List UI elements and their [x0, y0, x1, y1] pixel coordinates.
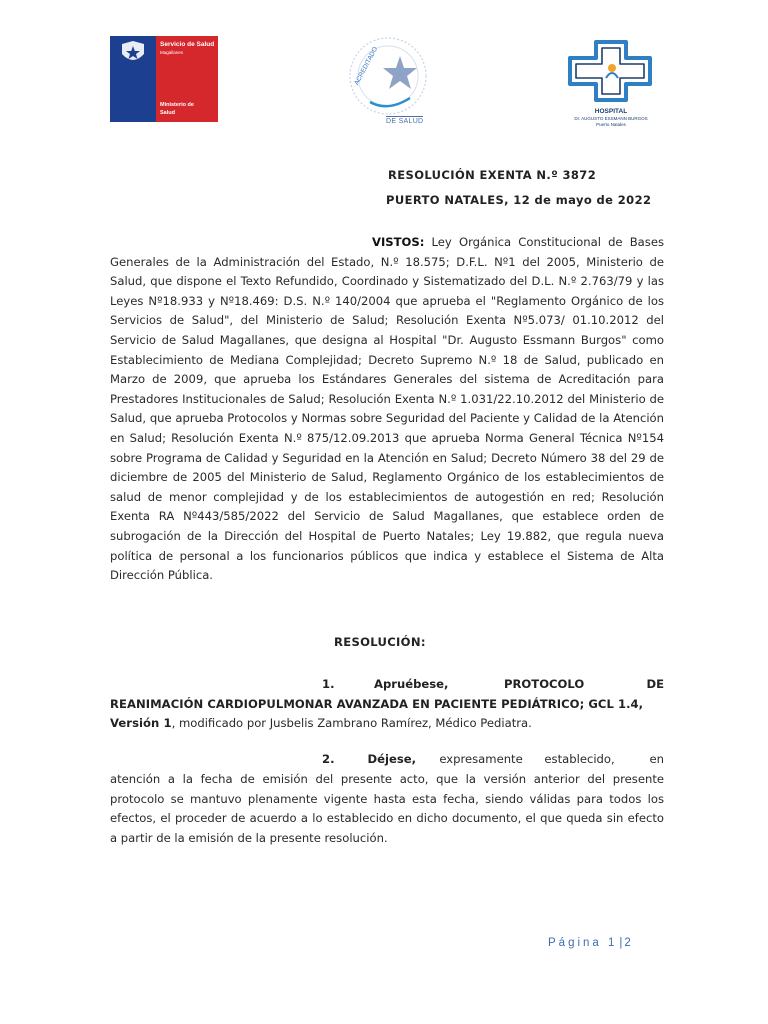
vistos-text: Ley Orgánica Constitucional de Bases Generales de la Administración del Estado, N.º 18.575; D.F.L. Nº1 del 2005, Ministerio de Salud, que dispone el Texto Refundido, Coordinado y Sistematizado del D.L. N.º 2.763/79 y las Leyes Nº18.933 y Nº18.469: D.S. N.º 140/2004 que aprueba el "Reglamento Orgánico de los Servicios de Salud", del Ministerio de Salud; Resolución Exenta Nº5.073/ 01.10.2012 del Servicio de Salud Magallanes, que designa al Hospital "Dr. Augusto Essmann Burgos" como Establecimiento de Mediana Complejidad; Decreto Supremo N.º 18 de Salud, publicado en Marzo de 2009, que aprueba los Estándares Generales del sistema de Acreditación para Prestadores Institucionales de Salud; Resolución Exenta N.º 1.031/22.10.2012 del Ministerio de Salud, que aprueba Protocolos y Normas sobre Seguridad del Paciente y Calidad de la Atención en Salud; Resolución Exenta N.º 875/12.09.2013 que aprueba Norma General Técnica Nº154 sobre Programa de Calidad y Seguridad en la Atención en Salud; Decreto Número 38 del 29 de diciembre de 2005 del Ministerio de Salud, Reglamento Orgánico de los establecimientos de salud de menor complejidad y de los establecimientos de autogestión en red; Resolución Exenta RA Nº443/585/2022 del Servicio de Salud Magallanes, que establece orden de subrogación de la Dirección del Hospital de Puerto Natales; Ley 19.882, que regula nueva política de personal a los funcionarios públicos que indica y establece el Sistema de Alta Dirección Pública.: [110, 235, 664, 583]
ministerio-salud-logo: [110, 36, 218, 122]
item-2-continuation: atención a la fecha de emisión del presente acto, que la versión anterior del presente protocolo se mantuvo plenamente vigente hasta esta fecha, siendo válidas para todos los efectos, el proceder de acuerdo a lo establecido en dicho documento, el que queda sin efecto a partir de la emisión de la presente resolución.: [110, 771, 664, 846]
logo-line-1: Servicio de Salud: [160, 41, 215, 48]
logo-line-2: Magallanes: [160, 50, 184, 55]
logo-blue-stripe: [110, 36, 156, 122]
item-2-word-2: expresamente: [439, 752, 523, 766]
acreditacion-seal-icon: [342, 36, 434, 116]
item-1-word-2: PROTOCOLO: [504, 677, 585, 691]
page-current: 1: [608, 937, 618, 949]
hospital-cross-icon: [556, 38, 666, 106]
resolucion-item-2: [110, 750, 664, 849]
hospital-logo: [556, 38, 666, 132]
vistos-label: VISTOS:: [372, 235, 425, 249]
hospital-subtitle: [556, 116, 666, 128]
resolucion-item-1: [110, 675, 664, 734]
item-1-rest: , modificado por Jusbelis Zambrano Ramírez, Médico Pediatra.: [171, 716, 532, 731]
hospital-subtitle-1: Dr. AUGUSTO ESSMANN BURGOS: [574, 116, 648, 121]
item-2-number: 2.: [322, 752, 335, 766]
acreditacion-under-text: DE SALUD: [386, 118, 424, 125]
resolution-number: RESOLUCIÓN EXENTA N.º 3872: [388, 168, 597, 182]
item-1-title: REANIMACIÓN CARDIOPULMONAR AVANZADA EN PACIENTE PEDIÁTRICO; GCL 1.4, Versión 1: [110, 696, 644, 731]
page-label: Página: [548, 937, 602, 949]
chile-crest-icon: [119, 40, 147, 66]
item-2-first-line: [110, 750, 664, 770]
place-date: PUERTO NATALES, 12 de mayo de 2022: [386, 193, 652, 207]
hospital-subtitle-2: Puerto Natales: [596, 122, 626, 127]
page-separator: |: [619, 937, 623, 949]
item-2-verb: Déjese,: [367, 752, 417, 766]
item-1-first-line: [110, 675, 664, 695]
logo-line-4: Salud: [160, 110, 175, 116]
item-1-number: 1.: [322, 677, 335, 691]
resolucion-heading: RESOLUCIÓN:: [334, 635, 426, 649]
item-2-word-3: establecido,: [544, 752, 615, 766]
page-number-footer: [548, 937, 634, 949]
acreditacion-ring-text: ACREDITADO: [353, 45, 380, 87]
item-2-word-4: en: [649, 752, 664, 766]
acreditacion-logo: [342, 36, 434, 128]
vistos-paragraph: [110, 233, 664, 586]
logo-line-3: Ministerio de: [160, 102, 194, 108]
item-1-continuation: [110, 695, 664, 734]
hospital-name: HOSPITAL: [594, 108, 628, 115]
logo-red-stripe: [156, 36, 218, 122]
page-total: 2: [624, 937, 634, 949]
item-1-verb: Apruébese,: [374, 677, 449, 691]
item-1-word-3: DE: [646, 677, 664, 691]
